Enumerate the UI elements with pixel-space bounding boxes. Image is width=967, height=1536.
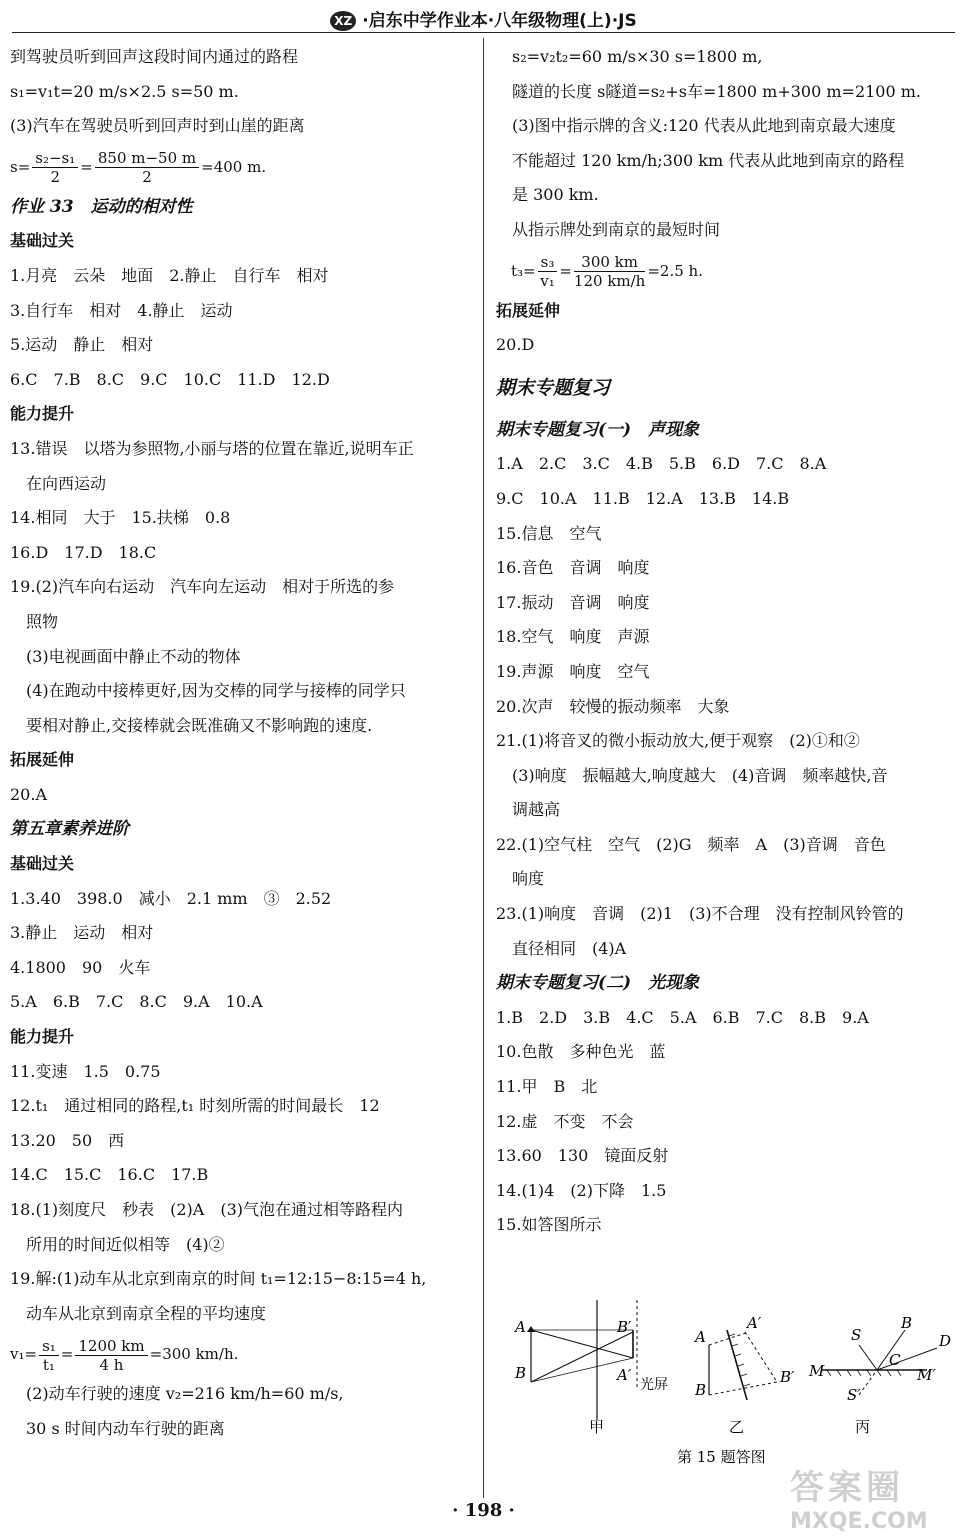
answer-line: 11.甲 B 北 (496, 1077, 598, 1097)
section-heading: 期末专题复习(二) 光现象 (496, 973, 700, 994)
formula-equals: = (80, 157, 93, 176)
denominator: 2 (50, 168, 61, 187)
answer-line: 18.空气 响度 声源 (496, 627, 650, 647)
answer-line: 16.音色 音调 响度 (496, 558, 650, 578)
answer-line: 13.错误 以塔为参照物,小丽与塔的位置在靠近,说明车正 (10, 438, 414, 458)
answer-line: 4.1800 90 火车 (10, 957, 151, 977)
header-title: ·启东中学作业本·八年级物理(上)·JS (362, 11, 637, 31)
answer-line: (2)动车行驶的速度 v₂=216 km/h=60 m/s, (10, 1384, 344, 1404)
answer-line: 1.A 2.C 3.C 4.B 5.B 6.D 7.C 8.A (496, 454, 827, 474)
answer-line: 照物 (10, 611, 59, 631)
answer-line: (3)响度 振幅越大,响度越大 (4)音调 频率越快,音 (496, 765, 888, 785)
answer-line: 19.解:(1)动车从北京到南京的时间 t₁=12:15−8:15=4 h, (10, 1269, 427, 1289)
figure-caption: 第 15 题答图 (677, 1448, 766, 1466)
answer-line: 12.t₁ 通过相同的路程,t₁ 时刻所需的时间最长 12 (10, 1096, 380, 1116)
header-title-line (0, 6, 967, 31)
fig1-label-B: B (515, 1364, 527, 1382)
answer-line: 22.(1)空气柱 空气 (2)G 频率 A (3)音调 音色 (496, 834, 886, 854)
section-heading: 期末专题复习(一) 声现象 (496, 419, 700, 440)
fig3-label-Mp: M′ (917, 1366, 936, 1384)
answer-line: 14.(1)4 (2)下降 1.5 (496, 1180, 667, 1200)
numerator: 300 km (574, 253, 645, 272)
answer-figure-15 (497, 1290, 957, 1480)
fraction (538, 253, 558, 290)
subsection-heading: 拓展延伸 (10, 750, 75, 770)
page-header (0, 0, 967, 36)
subsection-heading: 拓展延伸 (496, 300, 561, 320)
publisher-logo: XZ (330, 11, 356, 31)
formula-result: =400 m. (201, 157, 267, 176)
fig2-label-A: A (695, 1328, 706, 1346)
fig2-label-Ap: A′ (747, 1314, 762, 1332)
answer-line: (3)图中指示牌的含义:120 代表从此地到南京最大速度 (496, 116, 896, 136)
answer-line: 15.信息 空气 (496, 523, 602, 543)
answer-line: 20.A (10, 784, 47, 804)
fig1-label-A: A (515, 1318, 526, 1336)
denominator: 4 h (99, 1355, 124, 1374)
answer-line: 响度 (496, 869, 545, 889)
denominator: 120 km/h (573, 272, 646, 291)
formula-equals: = (60, 1345, 74, 1364)
section-heading: 第五章素养进阶 (10, 819, 129, 840)
answer-line: 9.C 10.A 11.B 12.A 13.B 14.B (496, 488, 790, 508)
watermark-logo-text: 答案圈 (790, 1468, 904, 1508)
fig3-label-C: C (889, 1351, 901, 1369)
formula-line (496, 248, 956, 294)
fig1-screen-label: 光屏 (640, 1377, 668, 1393)
answer-line: s₁=v₁t=20 m/s×2.5 s=50 m. (10, 81, 239, 101)
formula-line (10, 144, 460, 190)
answer-line: 20.D (496, 335, 535, 355)
page-number: · 198 · (452, 1500, 515, 1521)
fig3-label-B: B (901, 1314, 913, 1332)
denominator: t₁ (42, 1355, 55, 1374)
subsection-heading: 基础过关 (10, 854, 75, 874)
answer-line: 14.相同 大于 15.扶梯 0.8 (10, 508, 231, 528)
answer-line: (4)在跑动中接棒更好,因为交棒的同学与接棒的同学只 (10, 681, 406, 701)
answer-line: 6.C 7.B 8.C 9.C 10.C 11.D 12.D (10, 369, 330, 389)
fig3-label-S: S (851, 1326, 862, 1344)
answer-line: 13.20 50 西 (10, 1130, 125, 1150)
answer-line: 13.60 130 镜面反射 (496, 1146, 669, 1166)
numerator: s₁ (39, 1337, 59, 1356)
fig3-label-Sp: S′ (847, 1386, 861, 1404)
diagram-jia (513, 1300, 668, 1436)
numerator: s₃ (538, 253, 558, 272)
answer-line: 19.声源 响度 空气 (496, 661, 650, 681)
fig3-label-D: D (939, 1332, 952, 1350)
header-rule (12, 32, 955, 33)
answer-line: 15.如答图所示 (496, 1215, 602, 1235)
answer-line: 5.A 6.B 7.C 8.C 9.A 10.A (10, 992, 263, 1012)
answer-line: 18.(1)刻度尺 秒表 (2)A (3)气泡在通过相等路程内 (10, 1200, 403, 1219)
answer-line: 在向西运动 (10, 473, 107, 493)
answer-line: 不能超过 120 km/h;300 km 代表从此地到南京的路程 (496, 150, 905, 170)
answer-line: 3.自行车 相对 4.静止 运动 (10, 300, 233, 320)
fig1-caption: 甲 (589, 1418, 605, 1436)
left-column (10, 40, 460, 1447)
denominator: v₁ (540, 272, 555, 291)
answer-line: 11.变速 1.5 0.75 (10, 1061, 161, 1081)
answer-line: 所用的时间近似相等 (4)② (10, 1234, 225, 1254)
numerator: 1200 km (75, 1337, 147, 1356)
formula-result: =2.5 h. (647, 261, 703, 280)
answer-line: 23.(1)响度 音调 (2)1 (3)不合理 没有控制风铃管的 (496, 904, 904, 924)
formula-equals: = (559, 261, 572, 280)
fig2-label-Bp: B′ (780, 1368, 795, 1386)
fraction (39, 1337, 59, 1374)
answer-line: 到驾驶员听到回声这段时间内通过的路程 (10, 47, 299, 66)
fraction (75, 1337, 147, 1374)
answer-line: 12.虚 不变 不会 (496, 1111, 634, 1131)
answer-line: 5.运动 静止 相对 (10, 335, 154, 355)
answer-line: 要相对静止,交接棒就会既准确又不影响跑的速度. (10, 715, 373, 735)
watermark-url: MXQE.COM (790, 1509, 928, 1534)
formula-result: =300 km/h. (149, 1345, 239, 1364)
fig2-caption: 乙 (729, 1418, 745, 1436)
formula-line (10, 1331, 460, 1377)
formula-prefix: v₁= (10, 1345, 38, 1364)
subsection-heading: 能力提升 (10, 1027, 75, 1047)
denominator: 2 (142, 168, 152, 187)
diagram-bing (808, 1314, 951, 1436)
answer-line: 直径相同 (4)A (496, 938, 627, 958)
answer-line: 10.色散 多种色光 蓝 (496, 1042, 666, 1062)
fig2-label-B: B (695, 1381, 707, 1399)
answer-line: 14.C 15.C 16.C 17.B (10, 1165, 209, 1185)
answer-line: 16.D 17.D 18.C (10, 542, 157, 562)
answer-line: 17.振动 音调 响度 (496, 592, 650, 612)
answer-line: 隧道的长度 s隧道=s₂+s车=1800 m+300 m=2100 m. (496, 81, 922, 101)
fig3-caption: 丙 (855, 1418, 871, 1436)
answer-line: 1.3.40 398.0 减小 2.1 mm ③ 2.52 (10, 888, 332, 908)
fig3-label-M: M (809, 1362, 825, 1380)
section-heading: 作业 33 运动的相对性 (10, 196, 193, 217)
answer-line: s₂=v₂t₂=60 m/s×30 s=1800 m, (496, 47, 763, 66)
fraction (574, 253, 645, 290)
subsection-heading: 能力提升 (10, 404, 75, 424)
watermark (790, 1460, 960, 1534)
fig1-label-Ap: A′ (617, 1366, 632, 1384)
formula-prefix: s= (10, 157, 31, 176)
answer-line: 调越高 (496, 800, 561, 820)
column-divider (483, 38, 484, 1498)
answer-line: (3)电视画面中静止不动的物体 (10, 646, 241, 666)
right-column (496, 40, 956, 1243)
answer-line: 19.(2)汽车向右运动 汽车向左运动 相对于所选的参 (10, 577, 395, 597)
answer-line: 30 s 时间内动车行驶的距离 (10, 1418, 225, 1438)
answer-line: 20.次声 较慢的振动频率 大象 (496, 696, 730, 716)
fraction (95, 149, 199, 186)
answer-line: 3.静止 运动 相对 (10, 923, 154, 943)
fig1-label-Bp: B′ (617, 1318, 632, 1336)
answer-line: 1.B 2.D 3.B 4.C 5.A 6.B 7.C 8.B 9.A (496, 1007, 869, 1027)
numerator: 850 m−50 m (95, 149, 199, 168)
answer-line: 从指示牌处到南京的最短时间 (496, 219, 721, 239)
answer-line: 是 300 km. (496, 185, 599, 205)
chapter-heading: 期末专题复习 (496, 376, 611, 399)
fraction (32, 149, 78, 186)
numerator: s₂−s₁ (32, 149, 78, 168)
answer-line: 1.月亮 云朵 地面 2.静止 自行车 相对 (10, 265, 329, 285)
answer-line: (3)汽车在驾驶员听到回声时到山崖的距离 (10, 116, 305, 136)
answer-line: 21.(1)将音叉的微小振动放大,便于观察 (2)①和② (496, 731, 860, 751)
formula-prefix: t₃= (496, 261, 536, 280)
answer-line: 动车从北京到南京全程的平均速度 (10, 1303, 267, 1323)
diagram-yi (693, 1314, 795, 1436)
subsection-heading: 基础过关 (10, 231, 75, 251)
optics-diagrams (497, 1290, 957, 1480)
